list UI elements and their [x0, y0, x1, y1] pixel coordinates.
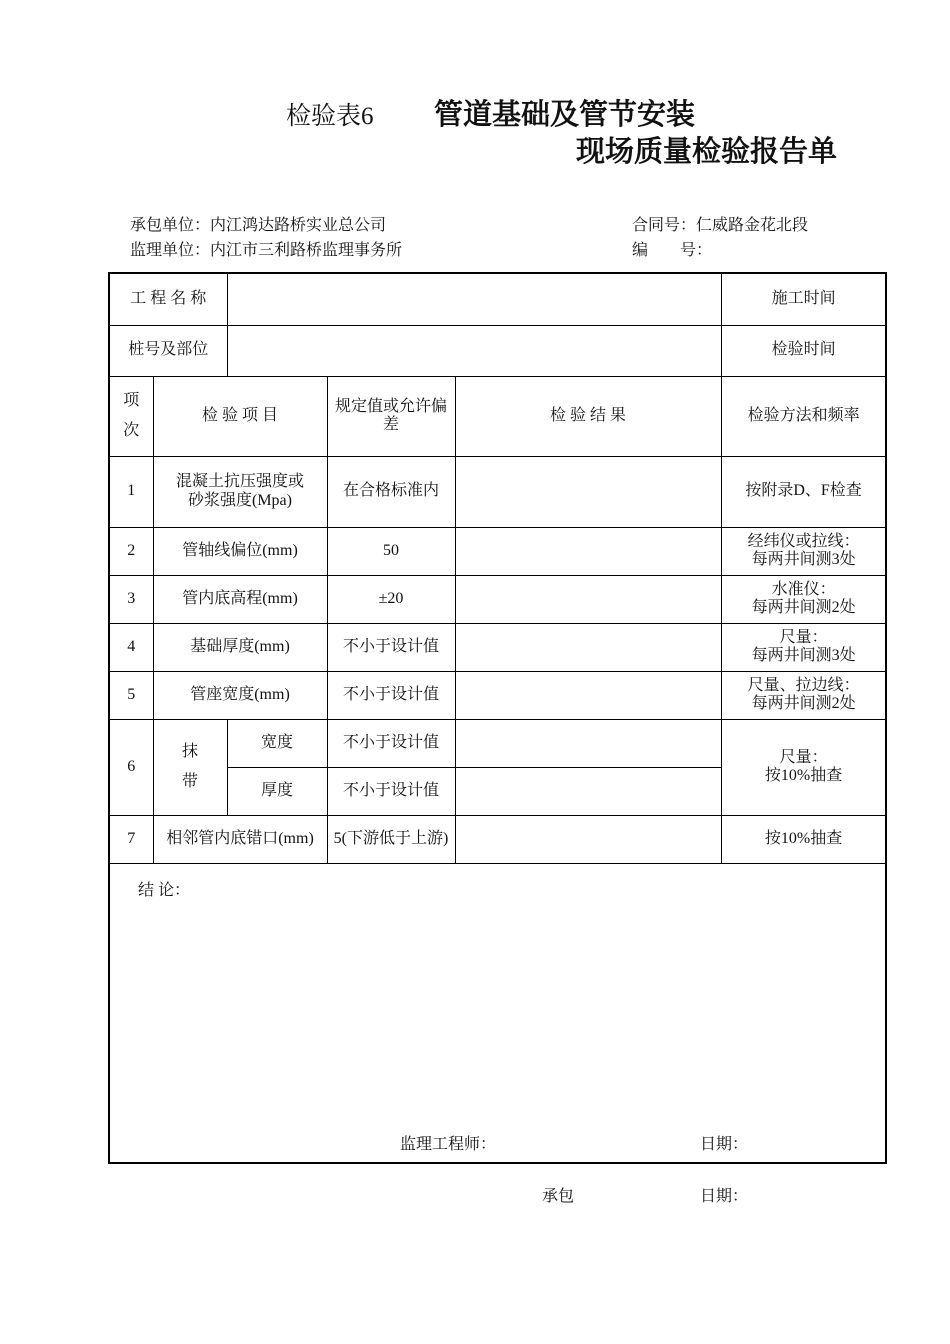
header-item: 检 验 项 目 [153, 376, 327, 456]
row-result[interactable] [455, 767, 721, 815]
row-method-line1: 尺量、拉边线： [747, 676, 860, 694]
row-result[interactable] [455, 575, 721, 623]
row-spec: 不小于设计值 [327, 767, 455, 815]
inspection-table [108, 272, 887, 1164]
row-item: 管座宽度(mm) [153, 671, 327, 719]
row-method-line1: 经纬仪或拉线： [747, 532, 860, 550]
header-spec: 规定值或允许偏差 [327, 376, 455, 456]
row-method [721, 623, 886, 671]
row-method [721, 527, 886, 575]
station-value[interactable] [227, 325, 721, 376]
row-no: 3 [109, 575, 153, 623]
table-row [109, 671, 886, 719]
contract-value: 仁威路金花北段 [696, 217, 809, 234]
header-result: 检 验 结 果 [455, 376, 721, 456]
row-no: 7 [109, 815, 153, 863]
row-spec: 不小于设计值 [327, 719, 455, 767]
inspection-time-label: 检验时间 [721, 325, 886, 376]
report-title-line2: 现场质量检验报告单 [576, 136, 838, 168]
form-number: 检验表6 [286, 103, 374, 130]
row-method [721, 719, 886, 815]
supervisor-value: 内江市三利路桥监理事务所 [210, 242, 403, 259]
table-row [109, 527, 886, 575]
conclusion-date-label: 日期： [700, 1135, 749, 1153]
row-no: 5 [109, 671, 153, 719]
row-method-line1: 水准仪： [771, 580, 836, 598]
row-method-line2: 每两井间测3处 [751, 551, 856, 568]
row-method-line1: 按附录D、F检查 [745, 482, 862, 500]
table-row [109, 575, 886, 623]
row-method-line2: 按10%抽查 [764, 767, 843, 784]
footer-contractor-label: 承包 [542, 1188, 575, 1205]
row-method [721, 456, 886, 527]
footer-date-label: 日期： [700, 1188, 749, 1205]
row-subitem: 宽度 [227, 719, 327, 767]
construction-time-label: 施工时间 [721, 273, 886, 325]
row-method-line2: 每两井间测3处 [751, 647, 856, 664]
row-spec: 50 [327, 527, 455, 575]
number-line [632, 237, 712, 260]
row-subitem: 厚度 [227, 767, 327, 815]
row-method [721, 575, 886, 623]
row-no: 1 [109, 456, 153, 527]
row-method-line1: 按10%抽查 [764, 829, 843, 847]
row-group-a: 抹 [182, 742, 199, 760]
row-item: 管轴线偏位(mm) [153, 527, 327, 575]
info-row-station [109, 325, 886, 376]
report-title-line1: 管道基础及管节安装 [434, 99, 696, 131]
row-method-line1: 尺量： [779, 748, 828, 766]
row-result[interactable] [455, 815, 721, 863]
header-seq-b: 次 [123, 422, 140, 439]
conclusion-area[interactable] [109, 863, 886, 1163]
contractor-value: 内江鸿达路桥实业总公司 [210, 217, 387, 234]
info-row-project [109, 273, 886, 325]
row-group [153, 719, 227, 815]
number-label: 编 号： [632, 242, 713, 259]
row-method-line2: 每两井间测2处 [751, 599, 856, 616]
row-item: 基础厚度(mm) [153, 623, 327, 671]
row-method-line2: 每两井间测2处 [751, 695, 856, 712]
project-name-label: 工 程 名 称 [109, 273, 227, 325]
contract-line [632, 212, 808, 235]
row-spec: 5(下游低于上游) [327, 815, 455, 863]
table-row [109, 815, 886, 863]
conclusion-row [109, 863, 886, 1163]
row-method [721, 671, 886, 719]
table-row [109, 456, 886, 527]
supervisor-label: 监理单位： [130, 242, 211, 259]
row-item-line1: 混凝土抗压强度或 [176, 473, 305, 491]
row-item-line2: 砂浆强度(Mpa) [188, 491, 292, 509]
project-name-value[interactable] [227, 273, 721, 325]
conclusion-label: 结 论： [138, 881, 191, 899]
row-result[interactable] [455, 527, 721, 575]
contract-label: 合同号： [632, 217, 697, 234]
column-header-row [109, 376, 886, 456]
row-spec: 不小于设计值 [327, 671, 455, 719]
row-no: 2 [109, 527, 153, 575]
row-group-b: 带 [182, 773, 199, 790]
row-method-line1: 尺量： [779, 628, 828, 646]
row-result[interactable] [455, 456, 721, 527]
row-item: 管内底高程(mm) [153, 575, 327, 623]
row-no: 4 [109, 623, 153, 671]
supervisor-line [130, 237, 402, 260]
header-seq-a: 项 [123, 391, 140, 409]
row-spec: 不小于设计值 [327, 623, 455, 671]
table-row [109, 719, 886, 767]
row-spec: ±20 [327, 575, 455, 623]
row-item [153, 456, 327, 527]
station-label: 桩号及部位 [109, 325, 227, 376]
row-method [721, 815, 886, 863]
contractor-line [130, 212, 386, 235]
table-row [109, 623, 886, 671]
row-result[interactable] [455, 623, 721, 671]
contractor-label: 承包单位： [130, 217, 211, 234]
engineer-signature-label: 监理工程师： [400, 1135, 497, 1153]
row-result[interactable] [455, 719, 721, 767]
row-result[interactable] [455, 671, 721, 719]
header-seq [109, 376, 153, 456]
row-spec: 在合格标准内 [327, 456, 455, 527]
row-item: 相邻管内底错口(mm) [153, 815, 327, 863]
row-no: 6 [109, 719, 153, 815]
header-method: 检验方法和频率 [721, 376, 886, 456]
